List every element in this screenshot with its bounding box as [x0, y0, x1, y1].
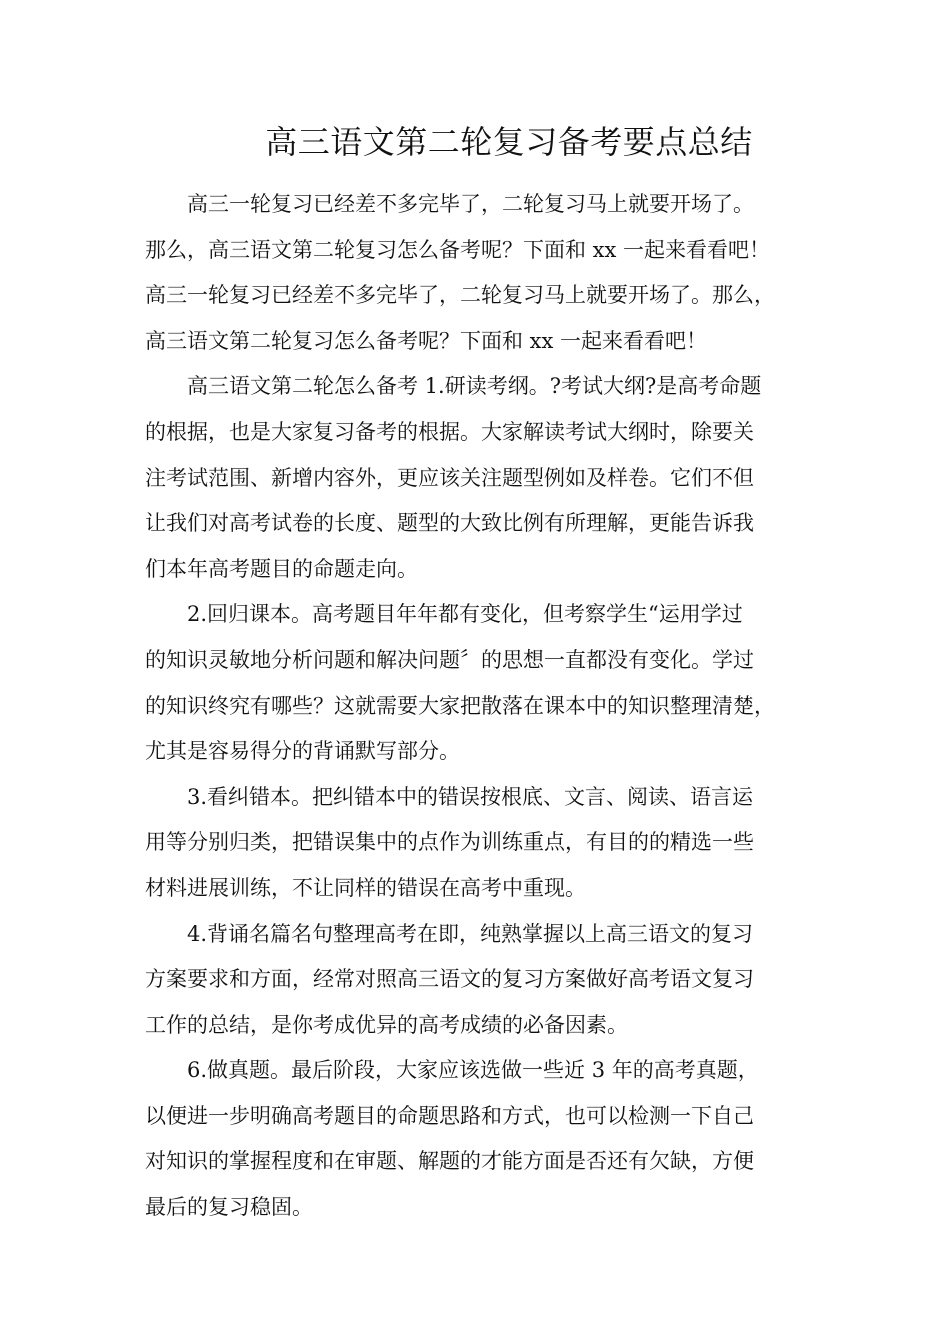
paragraph-line: 高三一轮复习已经差不多完毕了，二轮复习马上就要开场了。	[187, 192, 754, 216]
paragraph-2	[145, 364, 825, 592]
paragraph-line: 的根据，也是大家复习备考的根据。大家解读考试大纲时，除要关	[145, 419, 754, 444]
paragraph-3	[145, 592, 825, 774]
paragraph-line: 高三语文第二轮怎么备考 1.研读考纲。?考试大纲?是高考命题	[187, 374, 762, 399]
paragraph-line: 材料进展训练，不让同样的错误在高考中重现。	[145, 875, 586, 900]
paragraph-line: 的知识终究有哪些？这就需要大家把散落在课本中的知识整理清楚，	[145, 693, 775, 718]
paragraph-line: 最后的复习稳固。	[145, 1195, 313, 1220]
paragraph-line: 高三语文第二轮复习怎么备考呢？下面和 xx 一起来看看吧！	[145, 328, 708, 353]
paragraph-line: 4.背诵名篇名句整理高考在即，纯熟掌握以上高三语文的复习	[187, 921, 754, 946]
paragraph-line: 用等分别归类，把错误集中的点作为训练重点，有目的的精选一些	[145, 830, 754, 855]
paragraph-6	[145, 1048, 825, 1230]
paragraph-line: 那么，高三语文第二轮复习怎么备考呢？下面和 xx 一起来看看吧！	[145, 237, 771, 262]
document-title: 高三语文第二轮复习备考要点总结	[265, 123, 753, 161]
paragraph-line: 注考试范围、新增内容外，更应该关注题型例如及样卷。它们不但	[145, 465, 754, 490]
paragraph-line: 们本年高考题目的命题走向。	[145, 556, 418, 581]
paragraph-line: 6.做真题。最后阶段，大家应该选做一些近 3 年的高考真题，	[187, 1058, 759, 1083]
paragraph-line: 工作的总结，是你考成优异的高考成绩的必备因素。	[145, 1012, 628, 1037]
paragraph-line: 方案要求和方面，经常对照高三语文的复习方案做好高考语文复习	[145, 967, 754, 992]
paragraph-line: 高三一轮复习已经差不多完毕了，二轮复习马上就要开场了。那么，	[145, 283, 775, 308]
paragraph-5	[145, 912, 825, 1049]
paragraph-line: 让我们对高考试卷的长度、题型的大致比例有所理解，更能告诉我	[145, 511, 754, 536]
paragraph-1	[145, 182, 825, 364]
paragraph-4	[145, 775, 825, 912]
paragraph-line: 以便进一步明确高考题目的命题思路和方式，也可以检测一下自己	[145, 1103, 754, 1128]
paragraph-line: 对知识的掌握程度和在审题、解题的才能方面是否还有欠缺，方便	[145, 1149, 754, 1174]
paragraph-line: 3.看纠错本。把纠错本中的错误按根底、文言、阅读、语言运	[187, 784, 754, 809]
paragraph-line: 尤其是容易得分的背诵默写部分。	[145, 739, 460, 764]
paragraph-line: 2.回归课本。高考题目年年都有变化，但考察学生“运用学过	[187, 602, 743, 627]
document-body	[145, 182, 825, 1231]
paragraph-line: 的知识灵敏地分析问题和解决问题〞的思想一直都没有变化。学过	[145, 647, 754, 672]
